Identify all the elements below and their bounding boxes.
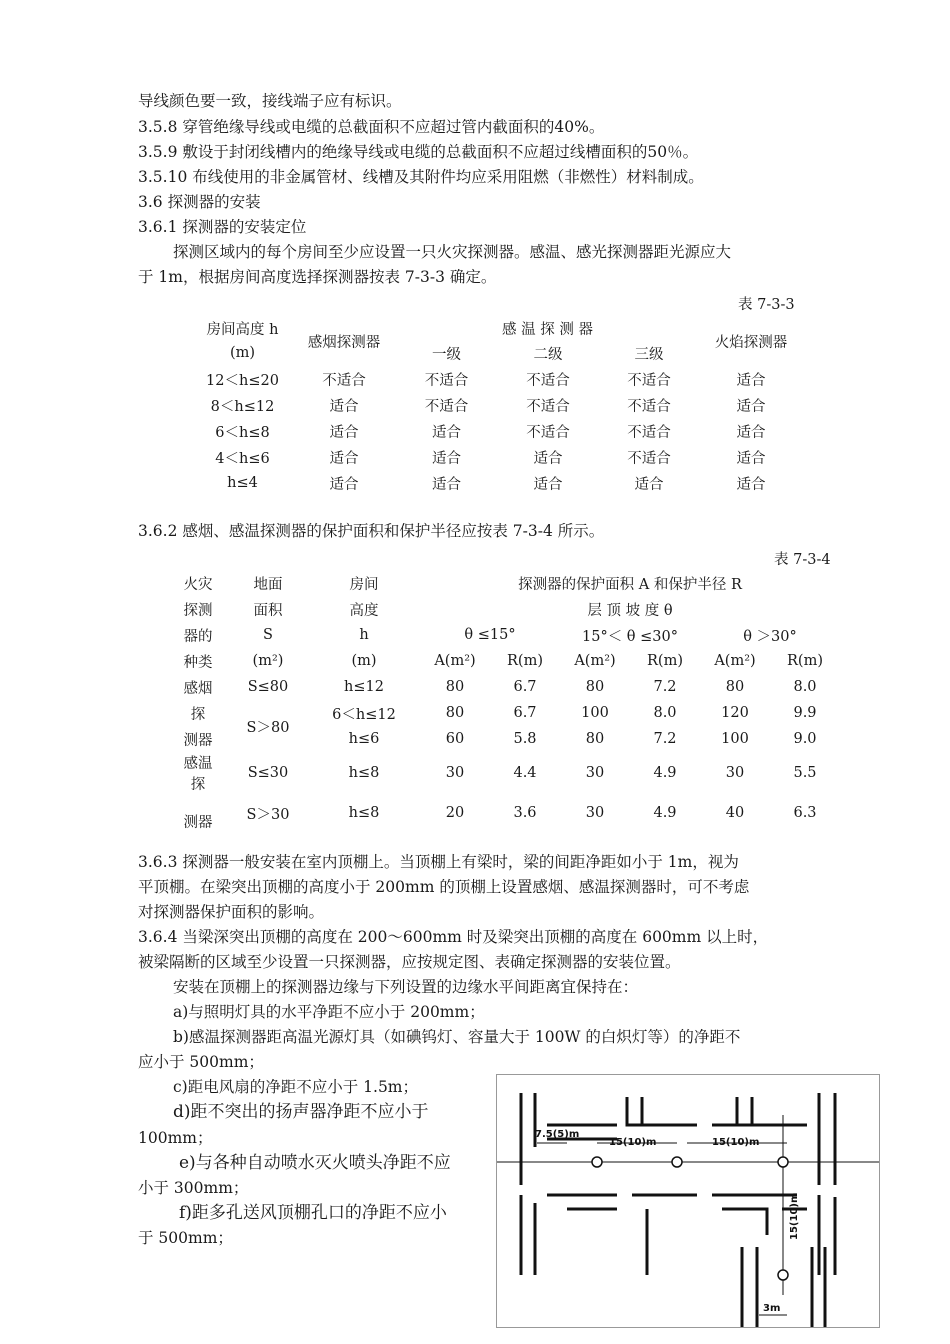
table-cell: h≤12 — [344, 679, 384, 695]
table-row — [168, 752, 840, 794]
header-type: 探测 — [183, 602, 213, 619]
text-line: 小于 300mm； — [138, 1179, 249, 1197]
detector-icon — [778, 1270, 788, 1280]
clause-3-6-1-heading: 3.6.1 探测器的安装定位 — [138, 218, 307, 236]
header-grade-3: 三级 — [634, 346, 664, 363]
list-item-f: f)距多孔送风顶棚孔口的净距不应小 — [179, 1203, 447, 1223]
table-cell: 适合 — [329, 476, 359, 493]
type-line: 感温 — [183, 756, 213, 772]
header-type: 火灾 — [183, 576, 213, 593]
type-cell: 探 — [190, 706, 206, 723]
table-cell: 80 — [585, 679, 605, 695]
dim-label: 15(10)m — [712, 1137, 760, 1148]
header-a: A(m²) — [714, 653, 756, 669]
dim-label: 15(10)m — [609, 1137, 657, 1148]
table-row — [168, 794, 840, 832]
dimension-lines — [497, 1115, 879, 1315]
header-area: 地面 — [253, 576, 283, 593]
text-line: 于 500mm； — [138, 1229, 233, 1247]
table-cell: 4.9 — [653, 765, 677, 781]
table-cell: 8＜h≤12 — [210, 398, 275, 415]
text-line: 平顶棚。在梁突出顶棚的高度小于 200mm 的顶棚上设置感烟、感温探测器时，可不考虑 — [138, 878, 750, 896]
text-line: 应小于 500mm； — [138, 1053, 264, 1071]
table-cell: S＞30 — [246, 806, 290, 823]
text-line: 导线颜色要一致，接线端子应有标识。 — [138, 92, 402, 110]
header-height: 高度 — [349, 602, 379, 619]
table-row — [195, 418, 805, 444]
header-height: h — [359, 627, 369, 643]
table-cell: 6＜h≤12 — [332, 706, 396, 723]
table-cell: 6.3 — [793, 805, 817, 821]
header-grade-2: 二级 — [533, 346, 563, 363]
table-cell: 4.9 — [653, 805, 677, 821]
table-cell: 30 — [585, 765, 605, 781]
table-cell: 4＜h≤6 — [215, 450, 270, 467]
dimension-labels — [535, 1129, 800, 1314]
header-unit: (m) — [229, 345, 256, 361]
table-cell: 适合 — [736, 476, 766, 493]
text-line: 100mm； — [138, 1129, 213, 1147]
table-cell: 80 — [725, 679, 745, 695]
type-cell: 感烟 — [183, 680, 213, 697]
list-item-c: c)距电风扇的净距不应小于 1.5m； — [173, 1078, 419, 1096]
header-height: (m) — [351, 653, 377, 669]
detector-icon — [778, 1157, 788, 1167]
table-cell: 适合 — [533, 476, 563, 493]
table-cell: 适合 — [533, 450, 563, 467]
table-row — [195, 392, 805, 418]
table-cell: 适合 — [432, 424, 461, 441]
table-cell: 不适合 — [424, 372, 469, 389]
dim-label: 3m — [763, 1303, 781, 1314]
header-grade-1: 一级 — [432, 346, 461, 363]
list-item-b: b)感温探测器距高温光源灯具（如碘钨灯、容量大于 100W 的白炽灯等）的净距不 — [173, 1028, 741, 1046]
header-room-height: 房间高度 h — [206, 321, 279, 338]
table-caption: 表 7-3-4 — [774, 552, 831, 568]
table-cell: h≤4 — [227, 475, 258, 491]
table-cell: 80 — [585, 731, 605, 747]
header-protection: 探测器的保护面积 A 和保护半径 R — [518, 576, 742, 593]
table-cell: 适合 — [634, 476, 664, 493]
table-cell: 7.2 — [653, 731, 677, 747]
text-line: 安装在顶棚上的探测器边缘与下列设置的边缘水平间距离宜保持在： — [173, 978, 639, 996]
table-cell: S＞80 — [246, 719, 290, 736]
dim-label: 15(10)m — [789, 1192, 800, 1240]
dim-label: 7.5(5)m — [535, 1129, 580, 1140]
table-cell: 80 — [445, 679, 465, 695]
table-caption: 表 7-3-3 — [738, 297, 795, 313]
table-cell: 适合 — [736, 372, 766, 389]
header-type: 种类 — [183, 654, 213, 671]
type-cell — [168, 752, 228, 794]
section-3-6-heading: 3.6 探测器的安装 — [138, 193, 261, 211]
text-line: 被梁隔断的区域至少设置一只探测器，应按规定图、表确定探测器的安装位置。 — [138, 953, 681, 971]
beam-layout-drawing — [497, 1075, 879, 1327]
table-cell: S≤80 — [247, 679, 289, 695]
clause-3-6-3: 3.6.3 探测器一般安装在室内顶棚上。当顶棚上有梁时，梁的间距净距如小于 1m，视为 — [138, 853, 739, 871]
table-cell: 12＜h≤20 — [206, 372, 279, 389]
table-cell: h≤6 — [348, 731, 380, 747]
header-slope-1: θ ≤15° — [464, 627, 516, 643]
table-cell: 适合 — [329, 424, 359, 441]
table-cell: 不适合 — [627, 398, 671, 415]
header-slope-2: 15°＜ θ ≤30° — [582, 628, 678, 645]
table-cell: 适合 — [329, 450, 359, 467]
table-cell: 5.5 — [793, 765, 817, 781]
detector-layout-figure — [496, 1074, 880, 1328]
header-height: 房间 — [349, 576, 379, 593]
table-cell: 8.0 — [653, 705, 677, 721]
text-line: 于 1m，根据房间高度选择探测器按表 7-3-3 确定。 — [138, 268, 497, 286]
header-type: 器的 — [183, 628, 213, 645]
table-cell: 不适合 — [526, 424, 570, 441]
clause-3-6-4: 3.6.4 当梁深突出顶棚的高度在 200～600mm 时及梁突出顶棚的高度在 600mm 以上时， — [138, 928, 769, 946]
header-area: S — [263, 627, 273, 643]
header-smoke: 感烟探测器 — [307, 334, 381, 351]
table-cell: 9.0 — [793, 731, 817, 747]
type-cell: 测器 — [183, 732, 213, 749]
table-cell: 8.0 — [793, 679, 817, 695]
table-cell: 不适合 — [526, 372, 570, 389]
header-a: A(m²) — [434, 653, 476, 669]
table-row — [195, 470, 805, 496]
table-cell: 不适合 — [526, 398, 570, 415]
list-item-e: e)与各种自动喷水灭火喷头净距不应 — [179, 1153, 451, 1173]
header-area: 面积 — [253, 602, 283, 619]
table-cell: 20 — [445, 805, 465, 821]
table-cell: 30 — [725, 765, 745, 781]
table-cell: 30 — [585, 805, 605, 821]
table-cell: 4.4 — [513, 765, 537, 781]
table-cell: 6.7 — [513, 705, 537, 721]
header-area: (m²) — [252, 653, 284, 669]
header-heat: 感 温 探 测 器 — [502, 321, 593, 338]
table-cell: 适合 — [736, 424, 766, 441]
detector-icons — [592, 1157, 788, 1280]
table-cell: 不适合 — [627, 450, 671, 467]
header-flame: 火焰探测器 — [714, 334, 788, 351]
header-slope: 层 顶 坡 度 θ — [587, 602, 673, 619]
table-cell: S≤30 — [247, 765, 289, 781]
text-line: 探测区域内的每个房间至少应设置一只火灾探测器。感温、感光探测器距光源应大 — [173, 243, 732, 261]
table-cell: 100 — [721, 731, 749, 747]
table-cell: 6＜h≤8 — [215, 424, 270, 441]
table-row — [195, 444, 805, 470]
header-r: R(m) — [507, 653, 543, 669]
table-cell: 适合 — [736, 398, 766, 415]
table-cell: 9.9 — [793, 705, 817, 721]
table-cell: h≤8 — [348, 805, 380, 821]
text-line: 对探测器保护面积的影响。 — [138, 903, 325, 921]
table-cell: 120 — [721, 705, 749, 721]
header-r: R(m) — [647, 653, 683, 669]
table-cell: 5.8 — [513, 731, 537, 747]
type-cell: 测器 — [183, 815, 213, 831]
table-cell: 适合 — [432, 450, 461, 467]
protection-area-table — [168, 570, 840, 832]
table-cell: 适合 — [329, 398, 359, 415]
table-cell: 7.2 — [653, 679, 677, 695]
table-cell: 不适合 — [424, 398, 469, 415]
clause-3-5-9: 3.5.9 敷设于封闭线槽内的绝缘导线或电缆的总截面积不应超过线槽面积的50％。 — [138, 143, 699, 161]
list-item-a: a)与照明灯具的水平净距不应小于 200mm； — [173, 1003, 485, 1021]
table-cell: 不适合 — [627, 372, 671, 389]
header-r: R(m) — [787, 653, 823, 669]
table-row — [195, 366, 805, 392]
table-cell: 80 — [445, 705, 465, 721]
table-cell: 适合 — [432, 476, 461, 493]
table-cell: h≤8 — [348, 765, 380, 781]
type-line: 探 — [190, 777, 206, 793]
table-cell: 60 — [445, 731, 465, 747]
table-cell: 不适合 — [322, 372, 366, 389]
clause-3-5-10: 3.5.10 布线使用的非金属管材、线槽及其附件均应采用阻燃（非燃性）材料制成。 — [138, 168, 704, 186]
table-cell: 6.7 — [513, 679, 537, 695]
table-row — [168, 700, 840, 726]
detector-icon — [592, 1157, 602, 1167]
header-a: A(m²) — [574, 653, 616, 669]
clause-3-5-8: 3.5.8 穿管绝缘导线或电缆的总截面积不应超过管内截面积的40%。 — [138, 118, 605, 136]
table-cell: 不适合 — [627, 424, 671, 441]
detector-icon — [672, 1157, 682, 1167]
table-cell: 40 — [725, 805, 745, 821]
table-cell: 30 — [445, 765, 465, 781]
clause-3-6-2: 3.6.2 感烟、感温探测器的保护面积和保护半径应按表 7-3-4 所示。 — [138, 522, 605, 540]
table-cell: 100 — [581, 705, 609, 721]
header-slope-3: θ ＞30° — [743, 628, 797, 645]
detector-selection-table — [195, 316, 805, 496]
list-item-d: d)距不突出的扬声器净距不应小于 — [173, 1102, 429, 1122]
table-cell: 3.6 — [513, 805, 537, 821]
table-row — [168, 674, 840, 700]
table-cell: 适合 — [736, 450, 766, 467]
